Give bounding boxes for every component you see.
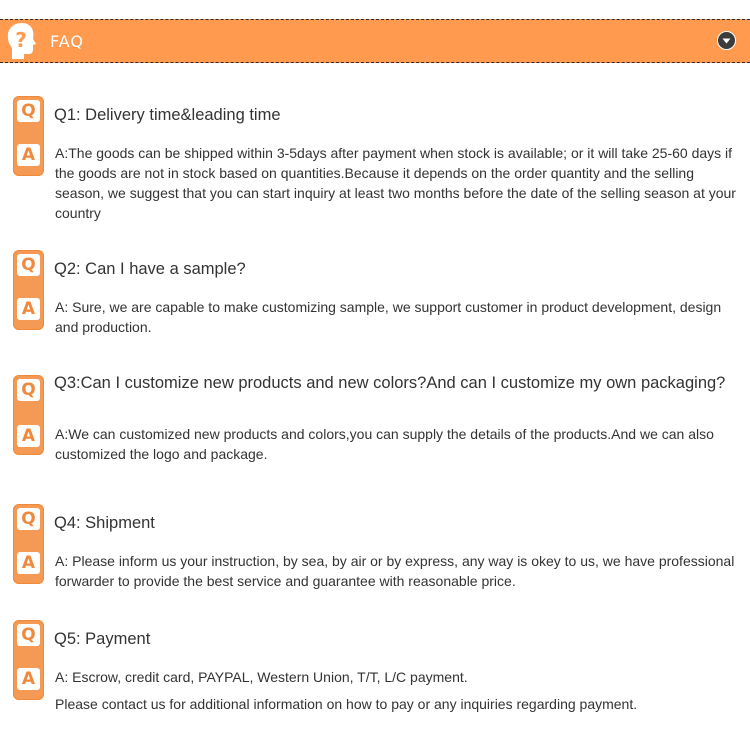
faq-question: Q1: Delivery time&leading time bbox=[54, 106, 281, 124]
faq-answer: A: Please inform us your instruction, by sea, by air or by express, any way is okey to us, we have professional forwarder to provide the best service and guarantee with reasonable price. bbox=[55, 553, 735, 589]
a-label: A bbox=[17, 298, 40, 320]
faq-answer: A: Sure, we are capable to make customizing sample, we support customer in product development, design and production. bbox=[55, 299, 722, 335]
faq-title: FAQ bbox=[50, 32, 84, 51]
q-label: Q bbox=[17, 624, 40, 646]
a-label: A bbox=[17, 425, 40, 447]
faq-question: Q5: Payment bbox=[54, 630, 151, 648]
qa-badge bbox=[13, 96, 44, 176]
faq-header bbox=[0, 19, 750, 63]
faq-answer: A: Escrow, credit card, PAYPAL, Western Union, T/T, L/C payment. bbox=[55, 669, 468, 685]
faq-answer: A:We can customized new products and colors,you can supply the details of the products.And we can also customized the logo and package. bbox=[55, 426, 714, 462]
faq-question: Q4: Shipment bbox=[54, 514, 155, 532]
question-head-icon bbox=[6, 22, 38, 60]
chevron-down-icon bbox=[718, 32, 735, 49]
qa-badge bbox=[13, 250, 44, 330]
q-label: Q bbox=[17, 379, 40, 401]
qa-badge bbox=[13, 375, 44, 455]
a-label: A bbox=[17, 144, 40, 166]
q-label: Q bbox=[17, 254, 40, 276]
faq-answer-note: Please contact us for additional information on how to pay or any inquiries regarding payment. bbox=[55, 696, 638, 712]
faq-question: Q3:Can I customize new products and new colors?And can I customize my own packaging? bbox=[54, 374, 726, 392]
svg-text:?: ? bbox=[15, 28, 27, 52]
faq-question: Q2: Can I have a sample? bbox=[54, 260, 246, 278]
a-label: A bbox=[17, 552, 40, 574]
q-label: Q bbox=[17, 508, 40, 530]
qa-badge bbox=[13, 504, 44, 584]
qa-badge bbox=[13, 620, 44, 700]
a-label: A bbox=[17, 668, 40, 690]
collapse-toggle[interactable] bbox=[717, 31, 736, 50]
q-label: Q bbox=[17, 100, 40, 122]
faq-answer: A:The goods can be shipped within 3-5days after payment when stock is available; or it will take 25-60 days if the goods are not in stock based on quantities.Because it depends on the order quantity and the selling season, we suggest that you can start inquiry at least two months before the date of the selling season at your country bbox=[55, 145, 736, 221]
